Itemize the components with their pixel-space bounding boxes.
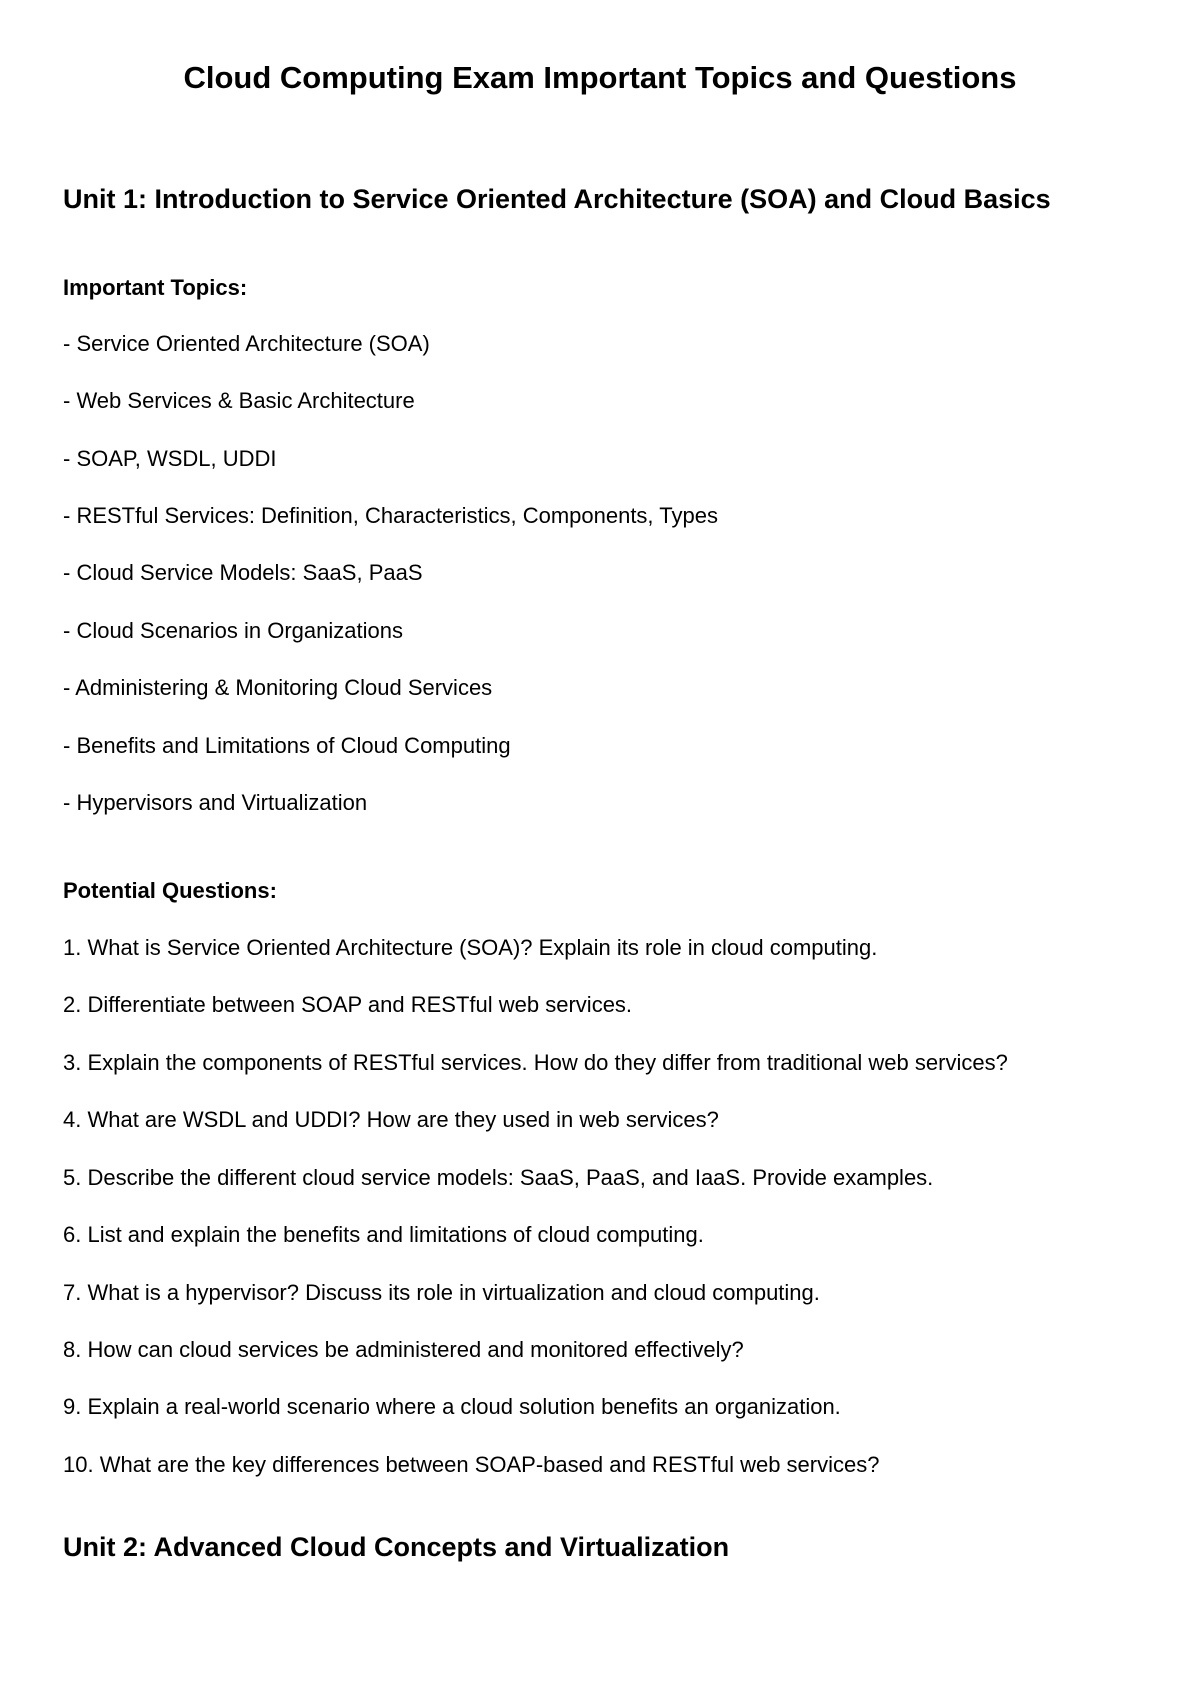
- topic-item: - Benefits and Limitations of Cloud Computing: [63, 733, 511, 758]
- question-item: 2. Differentiate between SOAP and RESTful web services.: [63, 992, 633, 1017]
- question-item: 3. Explain the components of RESTful services. How do they differ from traditional web services?: [63, 1050, 1008, 1075]
- document-title: Cloud Computing Exam Important Topics and Questions: [183, 60, 1017, 95]
- topic-item: - Cloud Service Models: SaaS, PaaS: [63, 560, 423, 585]
- topic-item: - Administering & Monitoring Cloud Services: [63, 675, 493, 700]
- unit-1-heading: Unit 1: Introduction to Service Oriented Architecture (SOA) and Cloud Basics: [63, 184, 1051, 214]
- question-item: 5. Describe the different cloud service models: SaaS, PaaS, and IaaS. Provide examples.: [63, 1165, 934, 1190]
- question-item: 9. Explain a real-world scenario where a cloud solution benefits an organization.: [63, 1394, 841, 1419]
- topic-item: - Hypervisors and Virtualization: [63, 790, 368, 815]
- topic-item: - Web Services & Basic Architecture: [63, 388, 415, 413]
- important-topics-label: Important Topics:: [63, 275, 248, 300]
- question-item: 6. List and explain the benefits and limitations of cloud computing.: [63, 1222, 704, 1247]
- question-item: 4. What are WSDL and UDDI? How are they used in web services?: [63, 1107, 719, 1132]
- topic-item: - RESTful Services: Definition, Characteristics, Components, Types: [63, 503, 718, 528]
- question-item: 7. What is a hypervisor? Discuss its role in virtualization and cloud computing.: [63, 1280, 820, 1305]
- question-item: 10. What are the key differences between SOAP-based and RESTful web services?: [63, 1452, 880, 1477]
- question-item: 8. How can cloud services be administered and monitored effectively?: [63, 1337, 744, 1362]
- question-item: 1. What is Service Oriented Architecture (SOA)? Explain its role in cloud computing.: [63, 935, 878, 960]
- potential-questions-label: Potential Questions:: [63, 878, 277, 903]
- topic-item: - Cloud Scenarios in Organizations: [63, 618, 403, 643]
- unit-2-heading: Unit 2: Advanced Cloud Concepts and Virtualization: [63, 1532, 730, 1562]
- topic-item: - SOAP, WSDL, UDDI: [63, 446, 277, 471]
- topic-item: - Service Oriented Architecture (SOA): [63, 331, 430, 356]
